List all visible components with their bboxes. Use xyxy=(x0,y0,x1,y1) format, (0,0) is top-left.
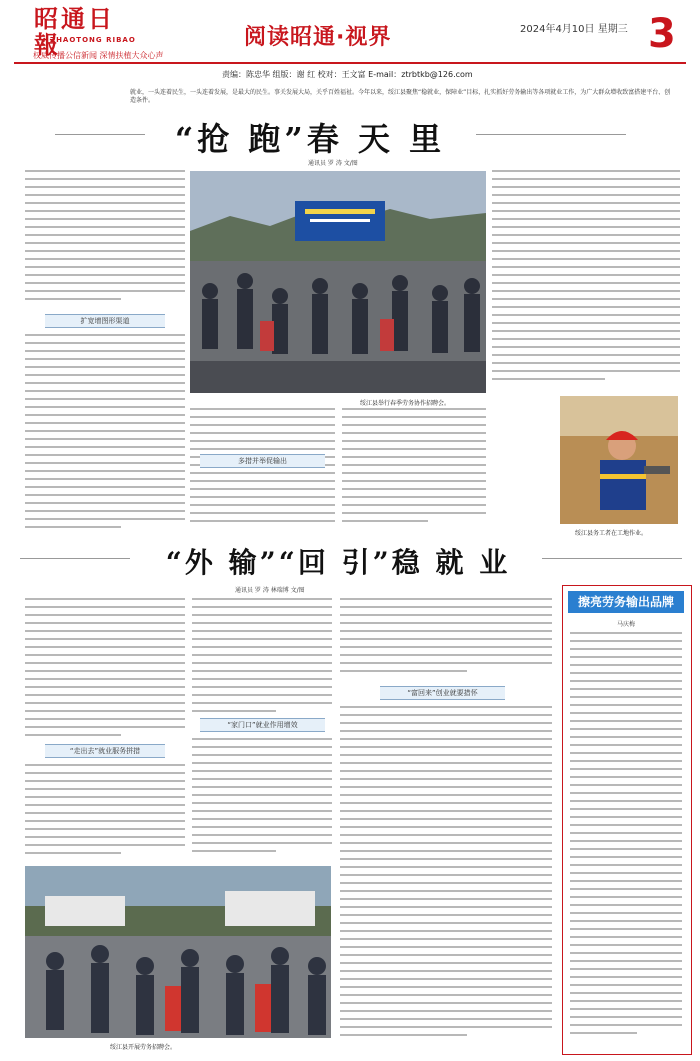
article1-photo-caption: 绥江县举行春季劳务协作招聘会。 xyxy=(360,400,451,407)
newspaper-logo: 昭通日報 xyxy=(34,4,115,59)
article2-subhead-2: “家门口”就业作用增效 xyxy=(200,718,325,732)
article2-title: “外 输”“回 引”稳 就 业 xyxy=(165,546,511,579)
article1-byline: 通讯员 罗 涛 文/图 xyxy=(308,160,358,167)
article1-text-col1b xyxy=(25,334,185,532)
article1-text-col4 xyxy=(492,170,680,388)
article1-text-col3 xyxy=(342,408,486,532)
commentary-text xyxy=(570,632,682,1044)
article1-text-col2b xyxy=(190,472,335,532)
article2-text-col1 xyxy=(25,598,185,740)
commentary-title: 擦亮劳务输出品牌 xyxy=(568,591,684,613)
masthead-divider xyxy=(14,62,686,64)
title2-rule-right xyxy=(542,558,682,559)
newspaper-pinyin: ZHAOTONG RIBAO xyxy=(50,36,136,44)
recruitment-fair-photo-icon xyxy=(25,866,331,1038)
article1-title: “抢 跑”春 天 里 xyxy=(174,120,446,158)
construction-worker-icon xyxy=(560,396,678,524)
newspaper-slogan: 权威传播公信新闻 深情扶植大众心声 xyxy=(33,51,164,60)
commentary-author: 马庆梅 xyxy=(616,621,635,628)
job-fair-photo-icon xyxy=(190,171,486,393)
article2-text-col3 xyxy=(340,598,552,680)
article2-photo xyxy=(25,866,331,1038)
article2-byline: 通讯员 罗 涛 林瑞博 文/图 xyxy=(235,587,305,594)
editors-line: 责编：陈忠华 组版：谢 红 校对：王文富 E-mail：ztrbtkb@126.com xyxy=(222,70,473,79)
issue-date: 2024年4月10日 星期三 xyxy=(520,24,628,35)
title-rule-left xyxy=(55,134,145,135)
lead-paragraph: 就业，一头连着民生，一头连着发展，是最大的民生。事关发展大局，关乎百姓福祉。今年以来，绥江县聚焦“稳就业，保障业”目标，扎实抓好劳务输出等各项就业工作，为广大群众增收致富搭建平台、创造条件。 xyxy=(130,89,671,104)
article2-text-col3b xyxy=(340,706,552,1046)
article1-subhead-2: 多措并举促输出 xyxy=(200,454,325,468)
article1-subhead-1: 扩宽增图形渠道 xyxy=(45,314,165,328)
article2-text-col1b xyxy=(25,764,185,859)
article1-main-photo xyxy=(190,171,486,393)
article2-subhead-1: “走出去”就业服务拼措 xyxy=(45,744,165,758)
worker-photo xyxy=(560,396,678,524)
article2-text-col2 xyxy=(192,598,332,714)
article2-text-col2b xyxy=(192,738,332,858)
article2-subhead-3: “富回来”创业就要措怀 xyxy=(380,686,505,700)
title-rule-right xyxy=(476,134,626,135)
article2-photo-caption: 绥江县开展劳务招聘会。 xyxy=(110,1044,177,1051)
section-banner: 阅读昭通·视界 xyxy=(244,25,392,50)
side-photo-caption: 绥江县务工者在工地作业。 xyxy=(575,530,648,537)
page-number: 3 xyxy=(648,11,676,57)
article1-text-col1 xyxy=(25,170,185,310)
title2-rule-left xyxy=(20,558,130,559)
